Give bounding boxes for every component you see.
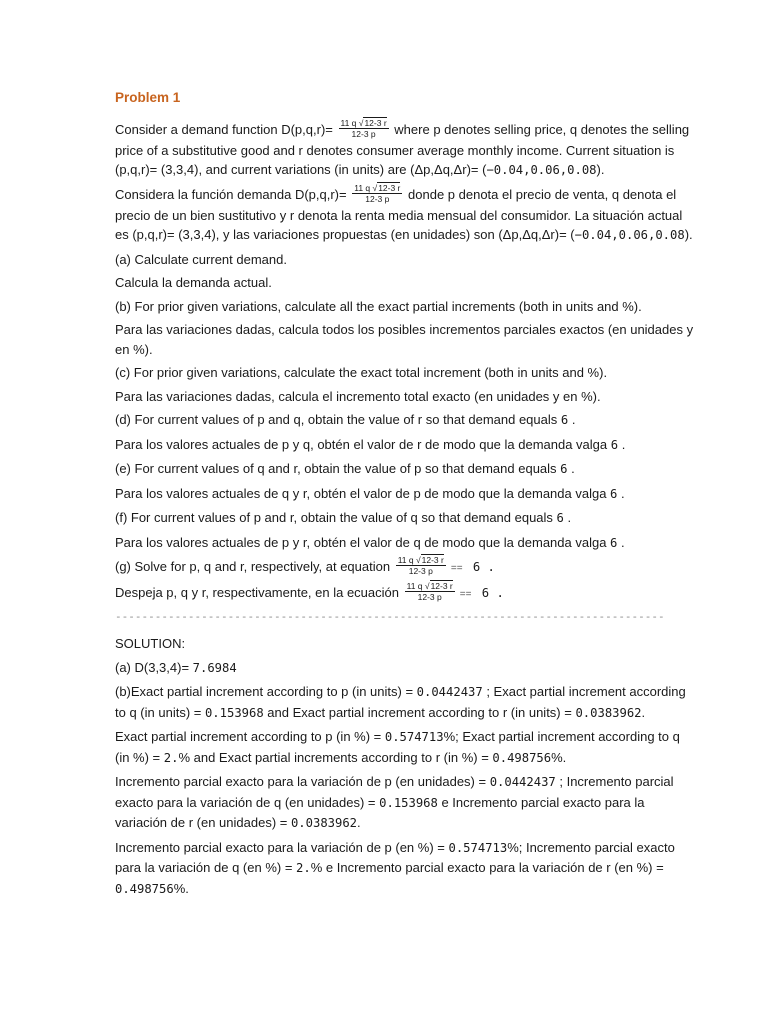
formula-num: 11 q [397, 555, 416, 566]
formula-sqrt: 12-3 r [378, 182, 401, 193]
solution-label: SOLUTION: [115, 636, 186, 652]
formula-sqrt: 12-3 r [430, 580, 453, 591]
demand-target: 6 [610, 535, 618, 550]
sentence-end: . [617, 534, 625, 550]
value: 0.574713 [448, 840, 508, 855]
equals-sign: == [450, 563, 463, 575]
value: 0.574713 [384, 730, 444, 745]
text: . [641, 704, 646, 720]
solution-a-value: 7.6984 [192, 660, 237, 675]
intro-es-values: −0.04,0.06,0.08 [574, 228, 685, 243]
sqrt-symbol: √ [415, 555, 421, 566]
intro-en-text-c: )= ( [466, 162, 487, 178]
item-f-en [115, 508, 695, 529]
text: %; Exact partial increment according to q (in %) = [115, 729, 680, 765]
value: 0.0383962 [575, 705, 642, 720]
demand-formula [405, 581, 455, 602]
item-e-es [115, 484, 695, 505]
formula-den: 12-3 p [365, 193, 390, 204]
demand-target: 6 [556, 511, 564, 526]
text: %. [173, 880, 189, 896]
value: 0.0442437 [489, 775, 556, 790]
sentence-end: . [617, 485, 625, 501]
item-a-en: (a) Calculate current demand. [115, 251, 287, 267]
problem-title: Problem 1 [115, 90, 181, 105]
sentence-end: . [568, 412, 576, 428]
text: %. [551, 749, 567, 765]
sqrt-symbol: √ [358, 117, 364, 128]
item-g-en [115, 557, 695, 579]
solution-b-units-en [115, 682, 695, 723]
intro-es-text-a: Considera la función demanda D(p,q,r)= [115, 186, 347, 202]
item-c-en: (c) For prior given variations, calculate the exact total increment (both in units and %). [115, 365, 608, 381]
text: %; Incremento parcial exacto para la variación de q (en %) = [115, 839, 675, 876]
text: and Exact partial increment according to r (in units) = [263, 704, 576, 720]
item-c-es: Para las variaciones dadas, calcula el incremento total exacto (en unidades y en %). [115, 388, 601, 404]
value: 0.153968 [379, 795, 438, 810]
item-d-es-text: Para los valores actuales de p y q, obtén el valor de r de modo que la demanda valga [115, 436, 611, 452]
solution-a-text: (a) D(3,3,4)= [115, 659, 193, 675]
formula-den: 12-3 p [351, 128, 376, 139]
solution-b-percent-es [115, 838, 695, 900]
intro-es-deltas: Δp,Δq,Δr [502, 227, 555, 243]
demand-target: 6 [610, 486, 618, 501]
sentence-end: . [563, 510, 572, 526]
item-e-en [115, 459, 695, 480]
intro-spanish [115, 182, 695, 246]
item-g-es [115, 580, 695, 605]
item-f-es [115, 533, 695, 554]
text: ; Exact partial increment according to q (in units) = [115, 684, 686, 720]
separator-line: ----------------------------------------------------------------------------------- [115, 610, 665, 624]
item-d-en [115, 410, 695, 431]
equals-sign: == [459, 588, 472, 600]
demand-target: 6 [560, 413, 569, 428]
intro-en-text-b: where p denotes selling price, q denotes the selling price of a substitutive good and r denotes consumer average monthly income. Current situation is (p,q,r)= (3,3,4), and current variations (in units) are ( [115, 121, 690, 178]
item-f-en-text: (f) For current values of p and r, obtain the value of q so that demand equals [115, 510, 557, 526]
text: Exact partial increment according to p (in %) = [115, 729, 385, 745]
value: 0.0442437 [416, 685, 483, 700]
formula-den: 12-3 p [408, 566, 433, 577]
value: 2. [163, 750, 179, 765]
text: (b)Exact partial increment according to p (in units) = [115, 684, 417, 700]
sqrt-symbol: √ [372, 182, 378, 193]
text: ; Incremento parcial exacto para la variación de q (en unidades) = [115, 774, 674, 810]
demand-target: 6 [560, 462, 568, 477]
text: % and Exact partial increments according to r (in %) = [178, 749, 493, 765]
intro-es-text-c: )= ( [554, 227, 575, 243]
document-page [115, 88, 695, 903]
item-g-es-text: Despeja p, q y r, respectivamente, en la ecuación [115, 584, 403, 600]
item-g-en-text: (g) Solve for p, q and r, respectively, at equation [115, 559, 394, 575]
demand-formula [339, 118, 389, 139]
intro-es-text-d: ). [684, 227, 693, 243]
equation-rhs: 6 . [474, 585, 504, 600]
solution-b-units-es [115, 772, 695, 834]
value: 2. [296, 861, 311, 876]
formula-den: 12-3 p [417, 591, 442, 602]
intro-en-values: −0.04,0.06,0.08 [486, 163, 597, 178]
text: e Incremento parcial exacto para la variación de r (en unidades) = [115, 794, 645, 831]
text: Incremento parcial exacto para la variación de p (en unidades) = [115, 774, 490, 790]
value: 0.498756 [492, 750, 552, 765]
text: . [357, 815, 361, 831]
sqrt-symbol: √ [424, 580, 430, 591]
intro-english [115, 117, 695, 181]
demand-formula [352, 183, 402, 204]
item-b-es: Para las variaciones dadas, calcula todos los posibles incrementos parciales exactos (en unidades y en %). [115, 322, 694, 357]
intro-en-text-d: ). [596, 162, 605, 178]
formula-sqrt: 12-3 r [421, 555, 444, 566]
item-f-es-text: Para los valores actuales de p y r, obtén el valor de q de modo que la demanda valga [115, 534, 611, 550]
item-e-en-text: (e) For current values of q and r, obtain the value of p so that demand equals [115, 461, 561, 477]
intro-es-text-b: donde p denota el precio de venta, q denota el precio de un bien sustitutivo y r denota la renta media mensual del consumidor. La situación actual es (p,q,r)= (3,3,4), y las variaciones propuestas (en unidades) son ( [115, 186, 683, 243]
text: % e Incremento parcial exacto para la variación de r (en %) = [310, 860, 664, 876]
text: Incremento parcial exacto para la variación de p (en %) = [115, 839, 449, 855]
demand-formula [396, 555, 446, 576]
intro-en-deltas: Δp,Δq,Δr [414, 162, 467, 178]
formula-num: 11 q [354, 182, 373, 193]
value: 0.0383962 [290, 816, 358, 831]
item-d-es [115, 435, 695, 456]
equation-rhs: 6 . [465, 560, 495, 575]
item-e-es-text: Para los valores actuales de q y r, obtén el valor de p de modo que la demanda valga [115, 485, 611, 501]
item-a-es: Calcula la demanda actual. [115, 275, 272, 291]
formula-sqrt: 12-3 r [364, 117, 387, 128]
solution-a [115, 658, 695, 679]
sentence-end: . [567, 461, 575, 477]
formula-num: 11 q [406, 580, 425, 591]
demand-target: 6 [610, 437, 619, 452]
value: 0.153968 [204, 705, 264, 720]
item-d-en-text: (d) For current values of p and q, obtain the value of r so that demand equals [115, 412, 561, 428]
formula-num: 11 q [340, 117, 359, 128]
solution-b-percent-en [115, 727, 695, 768]
intro-en-text-a: Consider a demand function D(p,q,r)= [115, 121, 333, 137]
item-b-en: (b) For prior given variations, calculate all the exact partial increments (both in units and %). [115, 298, 642, 314]
value: 0.498756 [115, 881, 174, 896]
sentence-end: . [618, 436, 626, 452]
